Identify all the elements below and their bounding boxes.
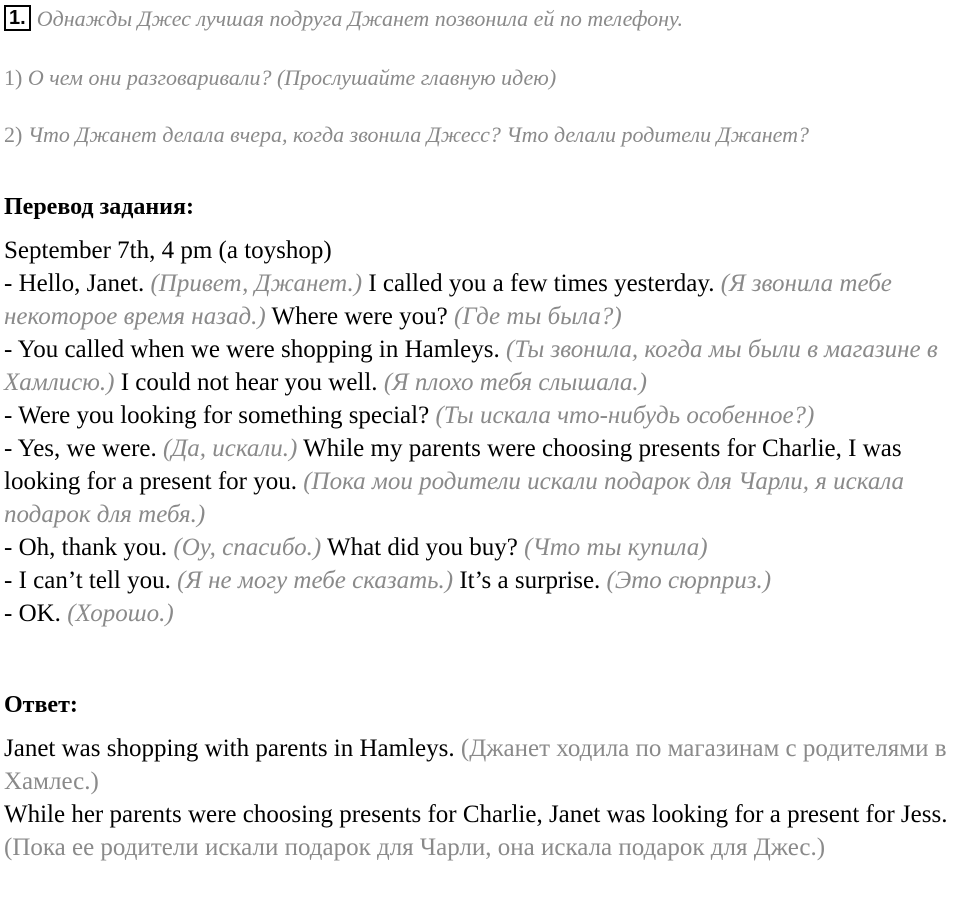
dialog-english: - You called when we were shopping in Hamleys.	[4, 336, 506, 363]
dialog-english: What did you buy?	[321, 534, 525, 561]
dialog-translation: (Пока мои родители искали подарок для Чарли, я искала подарок для тебя.)	[4, 468, 905, 528]
dialog-english: - Hello, Janet.	[4, 270, 151, 297]
dialog-translation: (Ты искала что-нибудь особенное?)	[435, 402, 815, 429]
answer-paragraph-1	[4, 732, 959, 798]
dialog-translation: (Я не могу тебе сказать.)	[177, 567, 454, 594]
dialog-translation: (Что ты купила)	[524, 534, 708, 561]
translation-block	[4, 234, 959, 630]
dialog-english: Where were you?	[265, 303, 455, 330]
dialog-english: - Yes, we were.	[4, 435, 163, 462]
dialog-list	[4, 267, 959, 630]
dialog-translation: (Это сюрприз.)	[606, 567, 772, 594]
answer-heading: Ответ:	[4, 692, 78, 718]
answer-paragraph-2	[4, 798, 959, 864]
dialog-english: - OK.	[4, 600, 68, 627]
dialog-translation: (Где ты была?)	[454, 303, 622, 330]
dialog-translation: (Да, искали.)	[163, 435, 298, 462]
answer-2-english: While her parents were choosing presents for Charlie, Janet was looking for a present for Jess.	[4, 801, 948, 828]
answer-1-russian: (Джанет ходила по магазинам с родителями в Хамлес.)	[4, 735, 947, 795]
answer-1-english: Janet was shopping with parents in Hamleys.	[4, 735, 461, 762]
dialog-english: I called you a few times yesterday.	[362, 270, 721, 297]
dialog-translation: (Я звонила тебе некоторое время назад.)	[4, 270, 892, 330]
task-question-1	[4, 63, 556, 93]
dialog-translation: (Привет, Джанет.)	[150, 270, 363, 297]
task-number-badge: 1.	[4, 5, 31, 31]
date-line: September 7th, 4 pm (a toyshop)	[4, 237, 332, 264]
dialog-english: I could not hear you well.	[114, 369, 384, 396]
question-2-number: 2)	[4, 122, 23, 147]
task-line-1	[4, 4, 683, 34]
dialog-english: - Oh, thank you.	[4, 534, 174, 561]
dialog-translation: (Ты звонила, когда мы были в магазине в Хамлисю.)	[4, 336, 938, 396]
dialog-translation: (Оу, спасибо.)	[173, 534, 322, 561]
dialog-translation: (Я плохо тебя слышала.)	[383, 369, 647, 396]
question-1-number: 1)	[4, 65, 23, 90]
dialog-line	[4, 399, 959, 432]
dialog-line	[4, 564, 959, 597]
dialog-line	[4, 333, 959, 399]
dialog-line	[4, 267, 959, 333]
answer-block	[4, 732, 959, 864]
dialog-translation: (Хорошо.)	[67, 600, 174, 627]
dialog-english: While my parents were choosing presents for Charlie, I was looking for a present for you.	[4, 435, 902, 495]
dialog-english: It’s a surprise.	[453, 567, 607, 594]
translation-heading: Перевод задания:	[4, 194, 194, 220]
dialog-line	[4, 597, 959, 630]
dialog-english: - Were you looking for something special?	[4, 402, 436, 429]
dialog-line	[4, 432, 959, 531]
answer-2-russian: (Пока ее родители искали подарок для Чарли, она искала подарок для Джес.)	[4, 834, 826, 861]
dialog-line	[4, 531, 959, 564]
task-question-2	[4, 120, 809, 150]
task-intro: Однажды Джес лучшая подруга Джанет позвонила ей по телефону.	[36, 6, 683, 31]
question-2-text: Что Джанет делала вчера, когда звонила Джесс? Что делали родители Джанет?	[27, 122, 810, 147]
dialog-english: - I can’t tell you.	[4, 567, 178, 594]
question-1-text: О чем они разговаривали? (Прослушайте главную идею)	[27, 65, 557, 90]
